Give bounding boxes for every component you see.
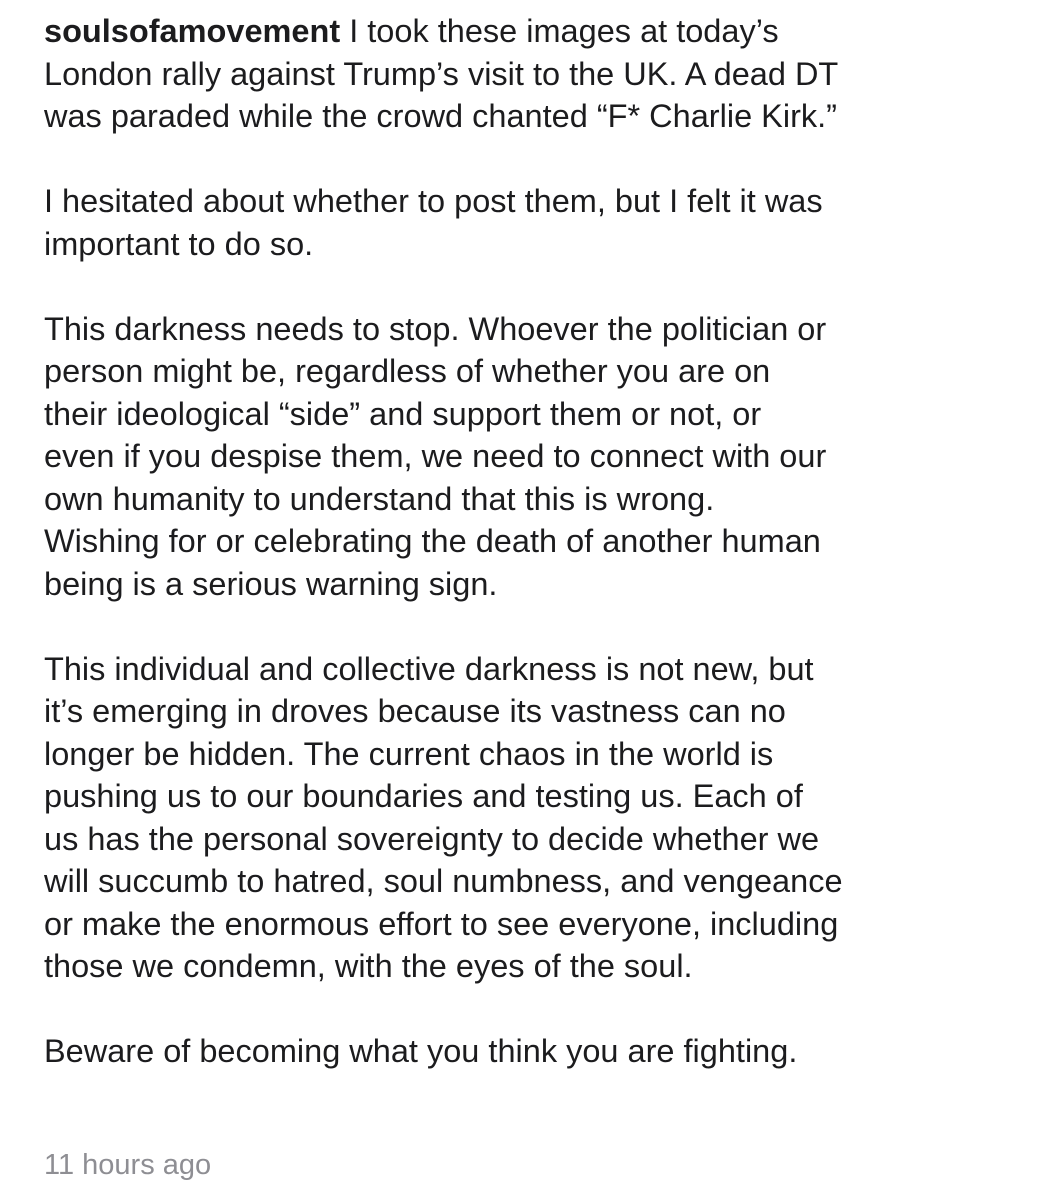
username-link[interactable]: soulsofamovement [44, 13, 341, 49]
caption-paragraph-3: This darkness needs to stop. Whoever the politician or person might be, regardless of whether you are on their ideological “side” and support them or not, or even if you despise them, we need to connect with our own humanity to understand that this is wrong. Wishing for or celebrating the death of another human being is a serious warning sign. [44, 310, 827, 602]
caption-paragraph-5: Beware of becoming what you think you are fighting. [44, 1033, 798, 1069]
caption-paragraph-4: This individual and collective darkness is not new, but it’s emerging in droves because its vastness can no longer be hidden. The current chaos in the world is pushing us to our boundaries and testing us. Each of us has the personal sovereignty to decide whether we will succumb to hatred, soul numbness, and vengeance or make the enormous effort to see everyone, including those we condemn, with the eyes of the soul. [44, 650, 843, 984]
post-timestamp: 11 hours ago [44, 1149, 212, 1181]
caption-paragraph-2: I hesitated about whether to post them, but I felt it was important to do so. [44, 183, 823, 262]
caption-paragraph-1 [44, 10, 1034, 138]
post-caption [44, 10, 1034, 1073]
caption-intro-text: I took these images at today’s London rally against Trump’s visit to the UK. A dead DT was paraded while the crowd chanted “F* Charlie Kirk.” [44, 13, 839, 134]
